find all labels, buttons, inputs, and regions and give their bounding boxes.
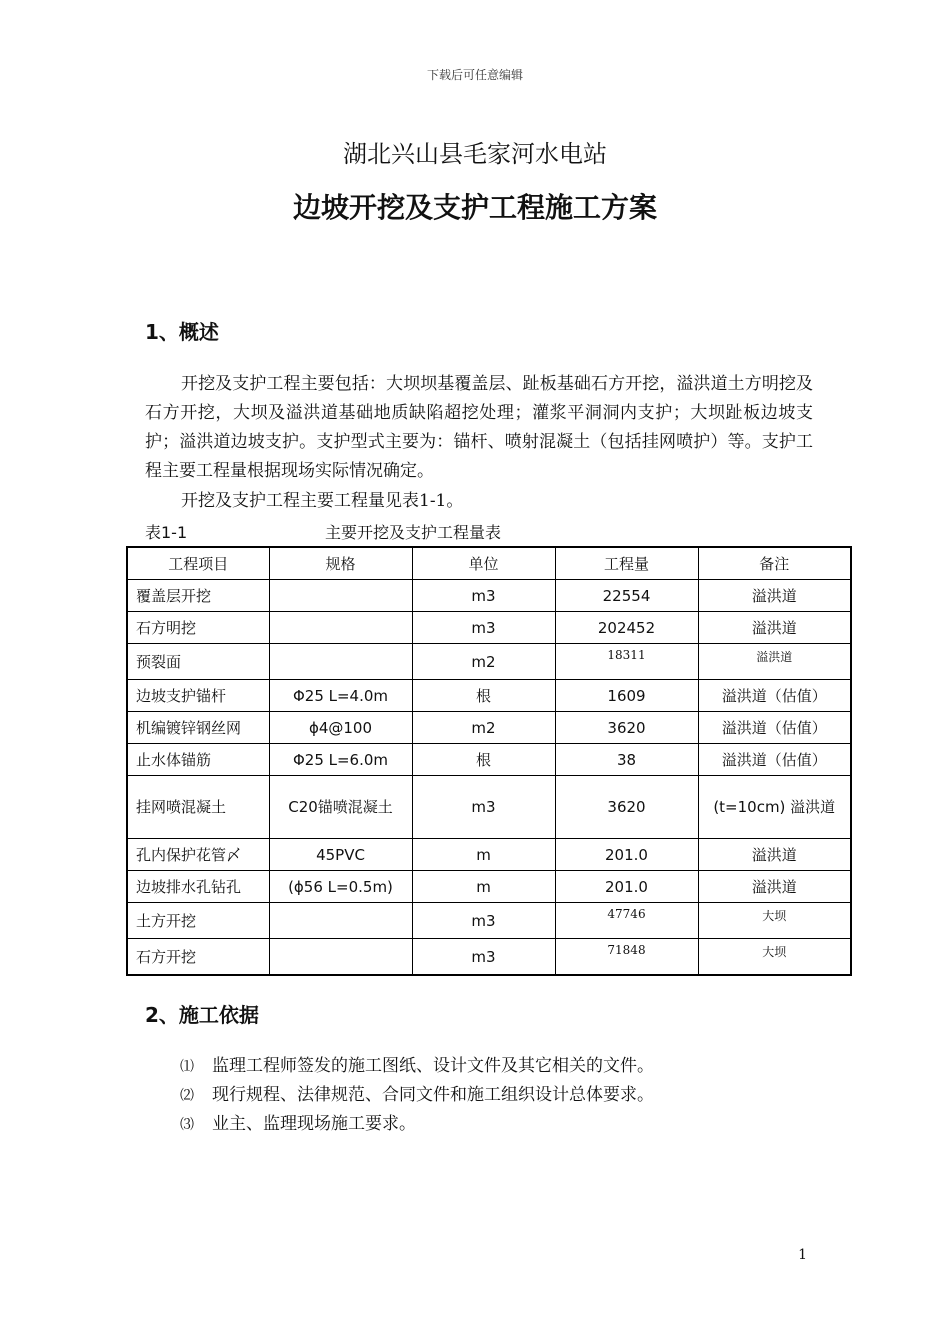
basis-item-number: ⑵: [180, 1088, 194, 1104]
table-row: [127, 644, 851, 680]
table-cell: 溢洪道: [698, 871, 851, 903]
table-cell: m: [412, 871, 555, 903]
table-cell: 溢洪道（估值）: [698, 712, 851, 744]
table-row: [127, 939, 851, 976]
table-row: [127, 612, 851, 644]
table-number: 表1-1: [145, 523, 188, 542]
table-cell: [269, 612, 412, 644]
table-cell: m3: [412, 612, 555, 644]
table-cell: 土方开挖: [127, 903, 269, 939]
table-cell: C20锚喷混凝土: [269, 776, 412, 839]
table-cell: 溢洪道（估值）: [698, 680, 851, 712]
table-cell: 71848: [555, 939, 698, 976]
table-cell: 溢洪道: [698, 839, 851, 871]
table-cell: 机编镀锌钢丝网: [127, 712, 269, 744]
table-cell: 覆盖层开挖: [127, 580, 269, 612]
basis-item-text: 业主、监理现场施工要求。: [212, 1114, 416, 1134]
section-1-paragraph-2: 开挖及支护工程主要工程量见表1-1。: [181, 491, 464, 511]
table-caption: [145, 520, 845, 542]
section-1-heading: 1、概述: [145, 320, 219, 344]
column-header: 工程量: [555, 547, 698, 580]
table-cell: ϕ4@100: [269, 712, 412, 744]
table-row: [127, 776, 851, 839]
table-cell: 边坡排水孔钻孔: [127, 871, 269, 903]
table-cell: 38: [555, 744, 698, 776]
table-cell: 根: [412, 680, 555, 712]
table-row: [127, 680, 851, 712]
table-cell: [269, 580, 412, 612]
table-cell: m2: [412, 712, 555, 744]
table-cell: 1609: [555, 680, 698, 712]
basis-list-item: [180, 1052, 654, 1082]
table-cell: 201.0: [555, 839, 698, 871]
header-note: 下载后可任意编辑: [426, 68, 523, 82]
table-cell: 22554: [555, 580, 698, 612]
table-cell: 溢洪道（估值）: [698, 744, 851, 776]
table-title: 主要开挖及支护工程量表: [325, 523, 502, 542]
table-row: [127, 903, 851, 939]
table-row: [127, 744, 851, 776]
table-cell: m: [412, 839, 555, 871]
table-cell: 止水体锚筋: [127, 744, 269, 776]
basis-list-item: [180, 1110, 416, 1140]
basis-item-text: 现行规程、法律规范、合同文件和施工组织设计总体要求。: [212, 1085, 654, 1105]
basis-list-item: [180, 1081, 654, 1111]
table-header-row: [127, 547, 851, 580]
table-row: [127, 580, 851, 612]
table-cell: Φ25 L=4.0m: [269, 680, 412, 712]
table-cell: 47746: [555, 903, 698, 939]
table-cell: 45PVC: [269, 839, 412, 871]
table-cell: 根: [412, 744, 555, 776]
table-cell: 边坡支护锚杆: [127, 680, 269, 712]
table-cell: 大坝: [698, 903, 851, 939]
basis-item-number: ⑴: [180, 1059, 194, 1075]
table-cell: m3: [412, 580, 555, 612]
document-title: 边坡开挖及支护工程施工方案: [292, 191, 657, 224]
table-row: [127, 712, 851, 744]
column-header: 备注: [698, 547, 851, 580]
basis-item-number: ⑶: [180, 1117, 194, 1133]
table-cell: (t=10cm) 溢洪道: [698, 776, 851, 839]
document-subtitle: 湖北兴山县毛家河水电站: [343, 140, 607, 168]
quantity-table: [126, 546, 852, 976]
table-cell: 18311: [555, 644, 698, 680]
column-header: 单位: [412, 547, 555, 580]
table-cell: m3: [412, 939, 555, 976]
table-cell: [269, 903, 412, 939]
column-header: 工程项目: [127, 547, 269, 580]
table-cell: 3620: [555, 712, 698, 744]
column-header: 规格: [269, 547, 412, 580]
table-cell: 大坝: [698, 939, 851, 976]
basis-item-text: 监理工程师签发的施工图纸、设计文件及其它相关的文件。: [212, 1056, 654, 1076]
page-number: 1: [798, 1247, 807, 1263]
table-row: [127, 871, 851, 903]
table-cell: (ϕ56 L=0.5m): [269, 871, 412, 903]
table-cell: 202452: [555, 612, 698, 644]
section-1-paragraph-1: 开挖及支护工程主要包括：大坝坝基覆盖层、趾板基础石方开挖，溢洪道土方明挖及石方开挖，大坝及溢洪道基础地质缺陷超挖处理；灌浆平洞洞内支护；大坝趾板边坡支护；溢洪道边坡支护。支护型式主要为：锚杆、喷射混凝土（包括挂网喷护）等。支护工程主要工程量根据现场实际情况确定。: [145, 374, 813, 481]
table-cell: 溢洪道: [698, 644, 851, 680]
table-cell: [269, 644, 412, 680]
table-cell: [269, 939, 412, 976]
table-cell: 溢洪道: [698, 612, 851, 644]
table-cell: 预裂面: [127, 644, 269, 680]
table-cell: 石方开挖: [127, 939, 269, 976]
table-cell: m3: [412, 903, 555, 939]
table-cell: 挂网喷混凝土: [127, 776, 269, 839]
table-cell: 孔内保护花管〆: [127, 839, 269, 871]
table-cell: Φ25 L=6.0m: [269, 744, 412, 776]
table-row: [127, 839, 851, 871]
table-cell: 溢洪道: [698, 580, 851, 612]
table-cell: m2: [412, 644, 555, 680]
table-cell: 201.0: [555, 871, 698, 903]
table-cell: 3620: [555, 776, 698, 839]
table-cell: m3: [412, 776, 555, 839]
table-cell: 石方明挖: [127, 612, 269, 644]
section-2-heading: 2、施工依据: [145, 1003, 259, 1027]
